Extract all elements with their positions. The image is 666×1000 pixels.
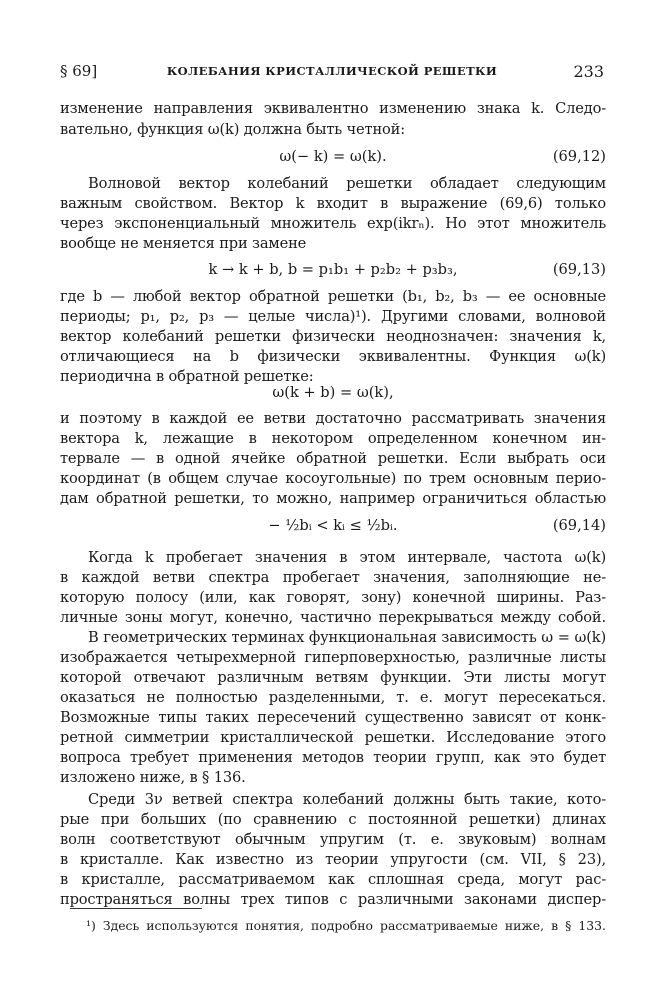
equation <box>60 259 606 281</box>
equation-number: (69,12) <box>552 148 606 165</box>
text-line: В геометрических терминах функциональная зависимость ω = ω(k) <box>88 629 606 646</box>
equation-number: (69,14) <box>552 517 606 534</box>
text-line: периодична в обратной решетке: <box>60 368 314 385</box>
equation <box>60 382 606 404</box>
text-line: Волновой вектор колебаний решетки обладает следующим <box>88 175 606 192</box>
text-line: в кристалле. Как известно из теории упругости (см. VII, § 23), <box>60 851 606 868</box>
text-line: дам обратной решетки, то можно, например ограничиться областью <box>60 490 606 507</box>
text-line: вообще не меняется при замене <box>60 235 307 252</box>
text-line: в кристалле, рассматриваемом как сплошная среда, могут рас- <box>60 871 606 888</box>
text-line: важным свойством. Вектор k входит в выражение (69,6) только <box>60 195 606 212</box>
footnote-divider <box>70 908 202 909</box>
text-line: и поэтому в каждой ее ветви достаточно рассматривать значения <box>60 410 606 427</box>
running-header <box>60 62 604 88</box>
text-line: изображается четырехмерной гиперповерхностью, различные листы <box>60 649 606 666</box>
page-number: 233 <box>573 62 604 81</box>
equation-formula: − ½bᵢ < kᵢ ≤ ½bᵢ. <box>268 517 398 534</box>
equation-formula: ω(k + b) = ω(k), <box>272 384 394 401</box>
equation-number: (69,13) <box>552 261 606 278</box>
text-line: координат (в общем случае косоугольные) по трем основным перио- <box>60 470 606 487</box>
text-line: через экспоненциальный множитель exp(ikrₙ). Но этот множитель <box>60 215 606 232</box>
text-line: вательно, функция ω(k) должна быть четной: <box>60 121 406 138</box>
equation-formula: k → k + b, b = p₁b₁ + p₂b₂ + p₃b₃, <box>208 261 458 278</box>
section-number: § 69] <box>60 62 98 80</box>
text-line: изложено ниже, в § 136. <box>60 769 246 786</box>
text-line: которую полосу (или, как говорят, зону) конечной ширины. Раз- <box>60 589 606 606</box>
equation-formula: ω(− k) = ω(k). <box>279 148 387 165</box>
text-line: Когда k пробегает значения в этом интервале, частота ω(k) <box>88 549 606 566</box>
text-line: ретной симметрии кристаллической решетки. Исследование этого <box>60 729 606 746</box>
text-line: Среди 3ν ветвей спектра колебаний должны быть такие, кото- <box>88 791 606 808</box>
text-line: личные зоны могут, конечно, частично перекрываться между собой. <box>60 609 606 626</box>
equation <box>60 146 606 168</box>
text-line: волн соответствуют обычным упругим (т. е. звуковым) волнам <box>60 831 606 848</box>
text-line: где b — любой вектор обратной решетки (b₁, b₂, b₃ — ее основные <box>60 288 606 305</box>
text-line: вектор колебаний решетки физически неоднозначен: значения k, <box>60 328 606 345</box>
text-line: рые при больших (по сравнению с постоянной решетки) длинах <box>60 811 606 828</box>
chapter-title: КОЛЕБАНИЯ КРИСТАЛЛИЧЕСКОЙ РЕШЕТКИ <box>166 64 498 78</box>
equation <box>60 515 606 537</box>
text-line: вектора k, лежащие в некотором определенном конечном ин- <box>60 430 606 447</box>
text-line: отличающиеся на b физически эквивалентны. Функция ω(k) <box>60 348 606 365</box>
text-line: пространяться волны трех типов с различными законами диспер- <box>60 891 606 908</box>
text-line: которой отвечают различным ветвям функции. Эти листы могут <box>60 669 606 686</box>
text-line: тервале — в одной ячейке обратной решетки. Если выбрать оси <box>60 450 606 467</box>
text-line: оказаться не полностью разделенными, т. е. могут пересекаться. <box>60 689 606 706</box>
text-line: вопроса требует применения методов теории групп, как это будет <box>60 749 606 766</box>
text-line: периоды; p₁, p₂, p₃ — целые числа)¹). Другими словами, волновой <box>60 308 606 325</box>
text-line: в каждой ветви спектра пробегает значения, заполняющие не- <box>60 569 606 586</box>
footnote: ¹) Здесь используются понятия, подробно рассматриваемые ниже, в § 133. <box>86 918 606 933</box>
text-line: Возможные типы таких пересечений существенно зависят от конк- <box>60 709 606 726</box>
text-line: изменение направления эквивалентно изменению знака k. Следо- <box>60 100 606 117</box>
